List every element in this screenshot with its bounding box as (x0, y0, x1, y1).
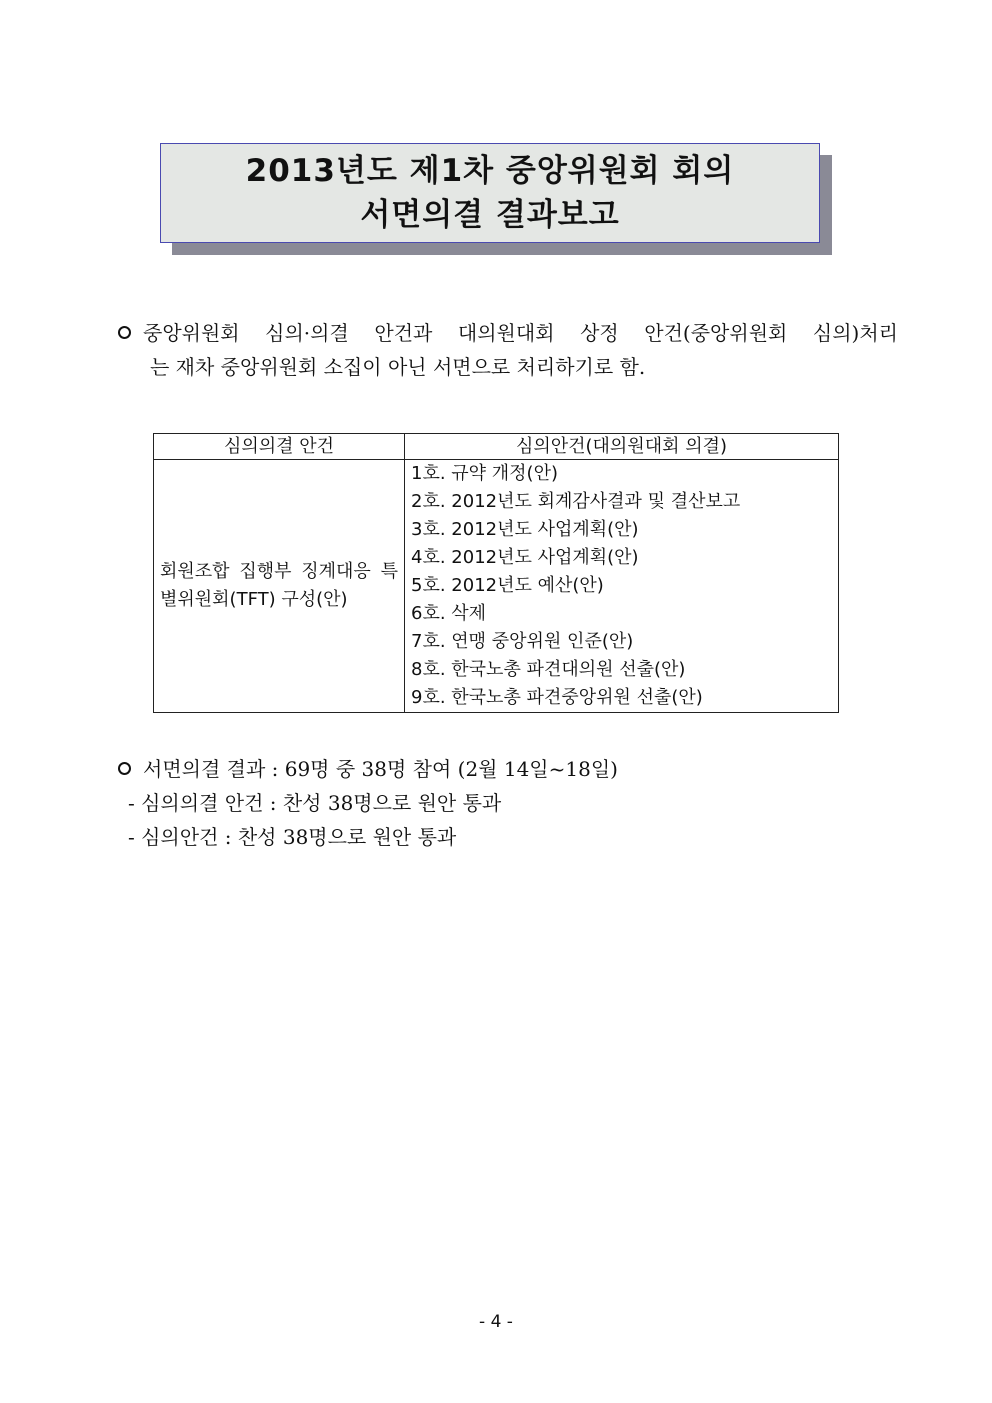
intro-paragraph (118, 316, 898, 384)
title-line-2: 서면의결 결과보고 (360, 197, 620, 233)
list-item: 8호. 한국노총 파견대의원 선출(안) (411, 659, 686, 680)
table-header-right: 심의안건(대의원대회 의결) (405, 434, 839, 460)
circle-bullet-icon (118, 326, 131, 339)
list-item: 6호. 삭제 (411, 603, 487, 624)
circle-bullet-icon (118, 762, 131, 775)
page-number: - 4 - (479, 1312, 513, 1332)
result-sub-line-2: - 심의안건 : 찬성 38명으로 원안 통과 (128, 825, 457, 849)
list-item: 9호. 한국노총 파견중앙위원 선출(안) (411, 687, 703, 708)
deliberation-items-cell (405, 460, 839, 713)
list-item: 4호. 2012년도 사업계획(안) (411, 547, 639, 568)
result-sub-line-1: - 심의의결 안건 : 찬성 38명으로 원안 통과 (128, 791, 502, 815)
table-header-left: 심의의결 안건 (154, 434, 405, 460)
result-heading (118, 752, 898, 786)
agenda-table (153, 433, 839, 713)
list-item: 1호. 규약 개정(안) (411, 463, 558, 484)
result-heading-text: 서면의결 결과 : 69명 중 38명 참여 (2월 14일~18일) (143, 757, 618, 781)
resolution-item-cell: 회원조합 집행부 징계대응 특별위원회(TFT) 구성(안) (154, 460, 405, 713)
list-item: 7호. 연맹 중앙위원 인준(안) (411, 631, 634, 652)
list-item: 5호. 2012년도 예산(안) (411, 575, 604, 596)
table-row (154, 460, 839, 713)
title-line-1: 2013년도 제1차 중앙위원회 회의 (245, 153, 735, 189)
intro-line-1: 중앙위원회 심의·의결 안건과 대의원대회 상정 안건(중앙위원회 심의)처리 (143, 321, 898, 345)
list-item: 3호. 2012년도 사업계획(안) (411, 519, 639, 540)
table-header-row (154, 434, 839, 460)
title-box (160, 143, 820, 243)
list-item: 2호. 2012년도 회계감사결과 및 결산보고 (411, 491, 741, 512)
intro-line-2: 는 재차 중앙위원회 소집이 아닌 서면으로 처리하기로 함. (150, 355, 646, 379)
